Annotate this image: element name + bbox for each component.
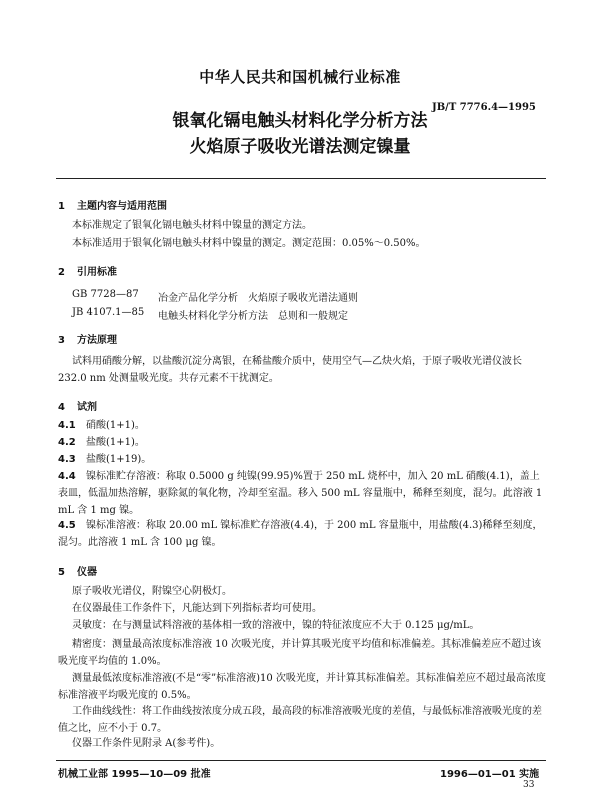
section-1-heading <box>58 197 167 212</box>
reagent-item-4-4 <box>58 468 548 519</box>
section-5-para-5: 测量最低浓度标准溶液(不是“零”标准溶液)10 次吸光度，并计算其标准偏差。其标准偏差应不超过最高浓度标准溶液平均吸光度的 0.5%。 <box>58 673 546 701</box>
section-1-para-1: 本标准规定了银氧化镉电触头材料中镍量的测定方法。 <box>72 220 312 231</box>
ref-name-2: 电触头材料化学分析方法 总则和一般规定 <box>158 311 348 322</box>
section-5-para-1: 原子吸收光谱仪，附镍空心阴极灯。 <box>72 586 232 597</box>
section-5-para-4: 精密度：测量最高浓度标准溶液 10 次吸光度，并计算其吸光度平均值和标准偏差。其标准偏差应不超过该吸光度平均值的 1.0%。 <box>58 639 542 667</box>
section-1-para-2: 本标准适用于银氧化镉电触头材料中镍量的测定。测定范围：0.05%～0.50%。 <box>72 238 426 249</box>
ref-code-2: JB 4107.1—85 <box>72 307 145 318</box>
item-number: 4.1 <box>58 420 76 431</box>
item-text: 镍标准溶液：称取 20.00 mL 镍标准贮存溶液(4.4)，于 200 mL 容量瓶中，用盐酸(4.3)稀释至刻度，混匀。此溶液 1 mL 含 100 μg 镍。 <box>58 520 543 548</box>
item-number: 4.3 <box>58 454 76 465</box>
section-3-heading <box>58 331 117 346</box>
section-5-para-3: 灵敏度：在与测量试料溶液的基体相一致的溶液中，镍的特征浓度应不大于 0.125 μg/mL。 <box>72 620 480 631</box>
item-text: 盐酸(1+1)。 <box>86 437 145 448</box>
section-number: 2 <box>58 267 65 278</box>
reagent-item-4-1 <box>58 417 548 434</box>
section-3-para-1: 试料用硝酸分解，以盐酸沉淀分离银，在稀盐酸介质中，使用空气—乙炔火焰，于原子吸收光谱仪波长 232.0 nm 处测量吸光度。共存元素不干扰测定。 <box>58 356 522 384</box>
bottom-divider <box>56 760 546 761</box>
ref-name-1: 冶金产品化学分析 火焰原子吸收光谱法通则 <box>158 293 358 304</box>
section-number: 4 <box>58 402 65 413</box>
section-5-para-7: 仪器工作条件见附录 A(参考件)。 <box>72 738 221 749</box>
section-title: 引用标准 <box>77 267 117 278</box>
reagent-item-4-3 <box>58 451 548 468</box>
item-text: 镍标准贮存溶液：称取 0.5000 g 纯镍(99.95)%置于 250 mL 烧杯中，加入 20 mL 硝酸(4.1)，盖上表皿，低温加热溶解，驱除氮的氧化物，冷却至室温。移入 500 mL 容量瓶中，稀释至刻度，混匀。此溶液 1 mL 含 1 mg 镍。 <box>58 471 543 516</box>
section-5-para-2: 在仪器最佳工作条件下，凡能达到下列指标者均可使用。 <box>72 603 322 614</box>
section-number: 5 <box>58 567 65 578</box>
section-5-para-6: 工作曲线线性：将工作曲线按浓度分成五段，最高段的标准溶液吸光度的差值，与最低标准溶液吸光度的差值之比，应不小于 0.7。 <box>58 706 542 734</box>
item-text: 硝酸(1+1)。 <box>86 420 145 431</box>
item-text: 盐酸(1+19)。 <box>86 454 152 465</box>
document-title-line1: 银氧化镉电触头材料化学分析方法 <box>172 111 428 131</box>
section-4-heading <box>58 398 97 413</box>
section-title: 仪器 <box>77 567 97 578</box>
section-5-heading <box>58 563 97 578</box>
section-title: 主题内容与适用范围 <box>77 201 167 212</box>
section-title: 试剂 <box>77 402 97 413</box>
ref-code-1: GB 7728—87 <box>72 289 139 300</box>
standard-code: JB/T 7776.4—1995 <box>432 102 536 113</box>
approval-note: 机械工业部 1995—10—09 批准 <box>58 769 211 780</box>
item-number: 4.2 <box>58 437 76 448</box>
section-number: 3 <box>58 335 65 346</box>
item-number: 4.5 <box>58 520 76 531</box>
item-number: 4.4 <box>58 471 76 482</box>
section-title: 方法原理 <box>77 335 117 346</box>
section-number: 1 <box>58 201 65 212</box>
implementation-date: 1996—01—01 实施 <box>440 769 540 780</box>
reagent-item-4-5 <box>58 517 548 551</box>
top-divider <box>56 178 546 179</box>
section-2-heading <box>58 263 117 278</box>
reagent-item-4-2 <box>58 434 548 451</box>
industry-standard-title: 中华人民共和国机械行业标准 <box>199 68 401 86</box>
document-title-line2: 火焰原子吸收光谱法测定镍量 <box>189 137 411 157</box>
page-number: 33 <box>523 780 535 790</box>
